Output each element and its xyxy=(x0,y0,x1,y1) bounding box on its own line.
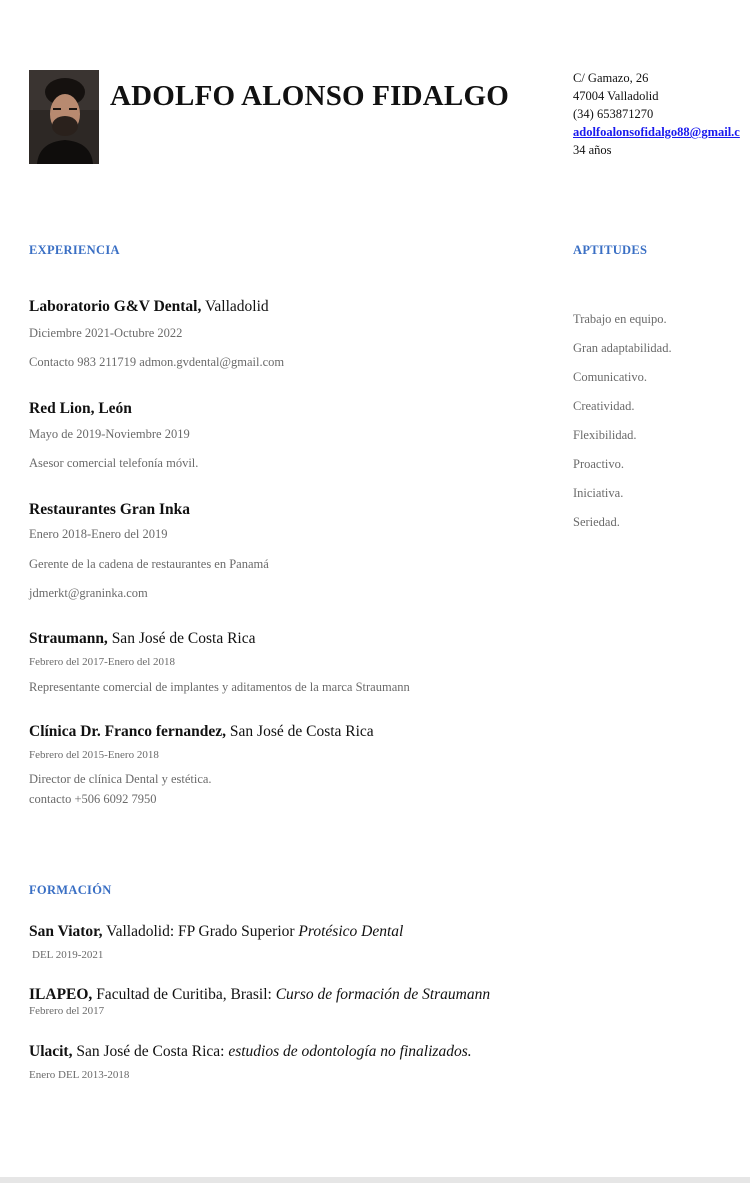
experience-contact-5: contacto +506 6092 7950 xyxy=(29,792,157,806)
skill-item: Seriedad. xyxy=(573,515,620,529)
candidate-name: ADOLFO ALONSO FIDALGO xyxy=(110,80,509,112)
email-container xyxy=(573,123,750,141)
education-dates-2: Febrero del 2017 xyxy=(29,1005,105,1017)
age: 34 años xyxy=(573,143,612,157)
course-name: Curso de formación de Straumann xyxy=(275,986,491,1003)
experience-contact-3: jdmerkt@graninka.com xyxy=(29,586,148,600)
page-bottom-edge xyxy=(0,1177,750,1183)
school-name: San Viator, xyxy=(29,923,103,940)
school-name: Ulacit, xyxy=(29,1043,73,1060)
experience-heading: EXPERIENCIA xyxy=(29,243,120,257)
course-name: Protésico Dental xyxy=(298,923,404,940)
experience-title-5 xyxy=(29,723,374,741)
school-name: ILAPEO, xyxy=(29,986,93,1003)
skill-item: Iniciativa. xyxy=(573,486,624,500)
experience-detail-5: Director de clínica Dental y estética. xyxy=(29,772,212,786)
experience-dates-1: Diciembre 2021-Octubre 2022 xyxy=(29,326,183,340)
experience-dates-3: Enero 2018-Enero del 2019 xyxy=(29,527,168,541)
experience-title-2 xyxy=(29,400,132,418)
profile-photo-image xyxy=(29,70,99,164)
experience-dates-2: Mayo de 2019-Noviembre 2019 xyxy=(29,427,190,441)
company-name: Straumann, xyxy=(29,630,108,647)
experience-dates-4: Febrero del 2017-Enero del 2018 xyxy=(29,656,176,668)
skill-item: Creatividad. xyxy=(573,399,635,413)
company-location: Valladolid xyxy=(201,298,269,315)
education-dates-3: Enero DEL 2013-2018 xyxy=(29,1069,130,1081)
profile-photo xyxy=(29,70,99,164)
company-location: San José de Costa Rica xyxy=(226,723,374,740)
experience-title-4 xyxy=(29,630,255,648)
education-dates-1: DEL 2019-2021 xyxy=(32,949,104,961)
skill-item: Trabajo en equipo. xyxy=(573,312,667,326)
skill-item: Comunicativo. xyxy=(573,370,647,384)
school-place: Valladolid: FP Grado Superior xyxy=(102,923,299,940)
company-name: Clínica Dr. Franco fernandez, xyxy=(29,723,227,740)
address-line-2: 47004 Valladolid xyxy=(573,89,659,103)
company-name: Restaurantes Gran Inka xyxy=(29,501,191,518)
school-place: San José de Costa Rica: xyxy=(72,1043,229,1060)
experience-title-1 xyxy=(29,298,269,316)
experience-dates-5: Febrero del 2015-Enero 2018 xyxy=(29,749,159,761)
address-line-1: C/ Gamazo, 26 xyxy=(573,71,649,85)
experience-detail-2: Asesor comercial telefonía móvil. xyxy=(29,456,199,470)
experience-detail-4: Representante comercial de implantes y aditamentos de la marca Straumann xyxy=(29,680,410,694)
experience-detail-1: Contacto 983 211719 admon.gvdental@gmail.com xyxy=(29,355,285,369)
company-location: San José de Costa Rica xyxy=(107,630,256,647)
skill-item: Flexibilidad. xyxy=(573,428,637,442)
company-name: Red Lion, León xyxy=(29,400,132,417)
company-name: Laboratorio G&V Dental, xyxy=(29,298,202,315)
education-title-3 xyxy=(29,1043,472,1061)
phone-number: (34) 653871270 xyxy=(573,107,654,121)
skill-item: Proactivo. xyxy=(573,457,625,471)
school-place: Facultad de Curitiba, Brasil: xyxy=(92,986,276,1003)
email-link[interactable]: adolfoalonsofidalgo88@gmail.c xyxy=(573,125,740,139)
experience-title-3 xyxy=(29,501,190,519)
education-title-2 xyxy=(29,986,490,1004)
education-heading: FORMACIÓN xyxy=(29,883,112,897)
course-name: estudios de odontología no finalizados. xyxy=(228,1043,472,1060)
education-title-1 xyxy=(29,923,403,941)
skills-heading: APTITUDES xyxy=(573,243,648,257)
skill-item: Gran adaptabilidad. xyxy=(573,341,672,355)
experience-detail-3: Gerente de la cadena de restaurantes en Panamá xyxy=(29,557,269,571)
